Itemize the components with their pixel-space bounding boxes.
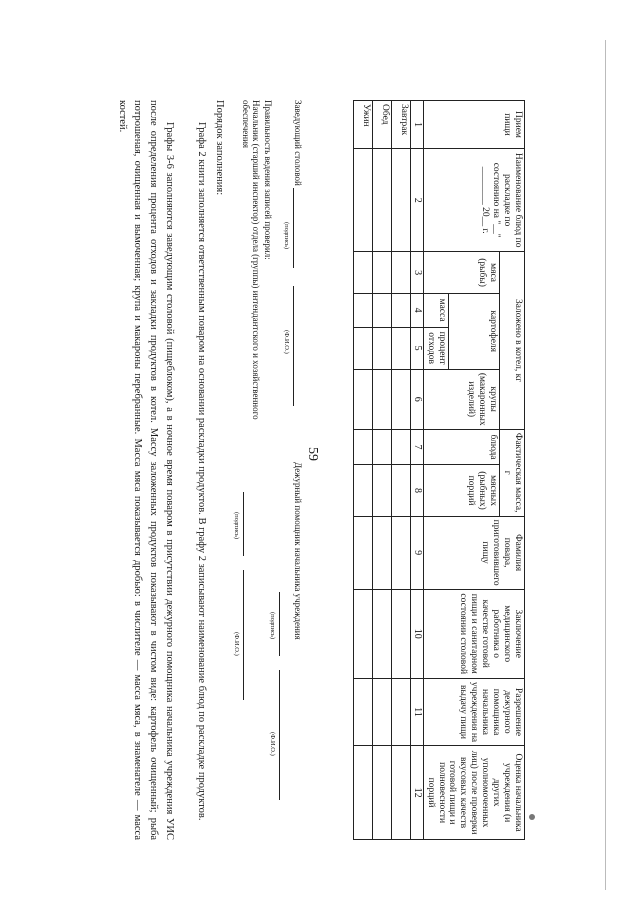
col-number: 8 — [411, 465, 424, 516]
header-blyuda: блюда — [423, 429, 499, 465]
header-familiya: Фамилия повара, приготовившего пищу — [423, 516, 524, 589]
header-krupy: крупы (макаронных изделий) — [423, 369, 499, 429]
header-razreshenie: Разрешение дежурного помощника начальника учреждения на выдачу пищи — [423, 678, 524, 745]
col-number: 1 — [411, 101, 424, 149]
header-zaklyuchenie: Заключение медицинского работника о качестве готовой пищи и санитарном состоянии столовой — [423, 589, 524, 678]
header-procent: процент отходов — [423, 327, 448, 369]
meal-label: Ужин — [354, 101, 373, 149]
page-number: 59 — [305, 447, 320, 461]
header-kartofel: картофеля — [448, 293, 500, 369]
sig-dezhurny-label: Дежурный помощник начальника учреждения — [293, 462, 303, 640]
col-number: 12 — [411, 746, 424, 840]
col-number: 7 — [411, 429, 424, 465]
header-myasnyh: мясных (рыбных) порций — [423, 465, 499, 516]
col-number: 2 — [411, 148, 424, 251]
col-number: 6 — [411, 369, 424, 429]
paragraph-2-text: Графы 3-6 заполняются заведующим столовой (пищеблоком), а в ночное время поваром в присутствии дежурного помощника начальника учреждения УИС после определения процента отходов и закладки продуктов в котел. Массу заложенных продуктов показывают в чистом виде: картофель очищенный; рыба потрошеная, очищенная и вымоченная; крупа и макароны перебранные. Масса мяса показывается дробью: в числителе — масса мяса, в знаменателе — масса костей. — [116, 100, 175, 840]
col-number: 10 — [411, 589, 424, 678]
scan-edge-line — [605, 40, 606, 890]
col-number: 11 — [411, 678, 424, 745]
meal-log-table — [353, 100, 525, 840]
hint-podpis-1: (подпись) — [283, 222, 290, 249]
meal-label: Обед — [373, 101, 392, 149]
header-massa: масса — [423, 293, 448, 327]
table-row — [354, 101, 373, 840]
sig-nachalnik-lines — [243, 492, 253, 700]
table-row — [373, 101, 392, 840]
meal-label: Завтрак — [392, 101, 411, 149]
header-fakticheskaya: Фактическая масса, г — [500, 429, 525, 516]
hint-fio-2: (Ф.И.О.) — [269, 732, 276, 756]
hint-fio-1: (Ф.И.О.) — [283, 330, 290, 354]
paragraph-1-text: Графа 2 книги заполняется ответственным поваром на основании раскладки продуктов. В графу 2 записывают наименование блюд по раскладке продуктов. — [196, 122, 207, 821]
sig-nachalnik: Начальник (старший инспектор) отдела (группы) интендантского и хозяйственного обеспечения — [241, 100, 261, 420]
paragraph-1 — [193, 100, 209, 840]
header-naimenovanie: Наименование блюд по раскладке по состоянию на "__" ________ 20__ г. — [423, 148, 524, 251]
col-number: 9 — [411, 516, 424, 589]
sig-dezhurny-lines — [279, 592, 289, 800]
col-number: 4 — [411, 293, 424, 327]
header-zalozheno: Заложено в котел, кг — [500, 252, 525, 429]
sig-dezhurny — [293, 462, 303, 640]
section-title-poryadok: Порядок заполнения: — [214, 100, 225, 196]
sig-pravilnost: Правильность ведения записей проверил: — [263, 100, 273, 260]
hint-fio-3: (Ф.И.О.) — [233, 632, 240, 656]
sig-zaveduyushchiy-label: Заведующий столовой — [293, 100, 303, 186]
header-ocenka: Оценка начальника учреждения (и других уполномоченных лиц) после проверки вкусовых качеств готовой пищи и полновесности порций — [423, 746, 524, 840]
sig-zaveduyushchiy — [293, 100, 303, 406]
column-numbers-row — [411, 101, 424, 840]
col-number: 5 — [411, 327, 424, 369]
header-myaso: мяса (рыбы) — [423, 252, 499, 293]
rotated-page-content — [75, 72, 555, 862]
hint-podpis-3: (подпись) — [233, 512, 240, 539]
paragraph-2 — [114, 100, 177, 840]
header-priem-pishchi: Прием пищи — [423, 101, 524, 149]
binder-mark — [529, 814, 535, 820]
col-number: 3 — [411, 252, 424, 293]
hint-podpis-2: (подпись) — [269, 612, 276, 639]
table-row — [392, 101, 411, 840]
